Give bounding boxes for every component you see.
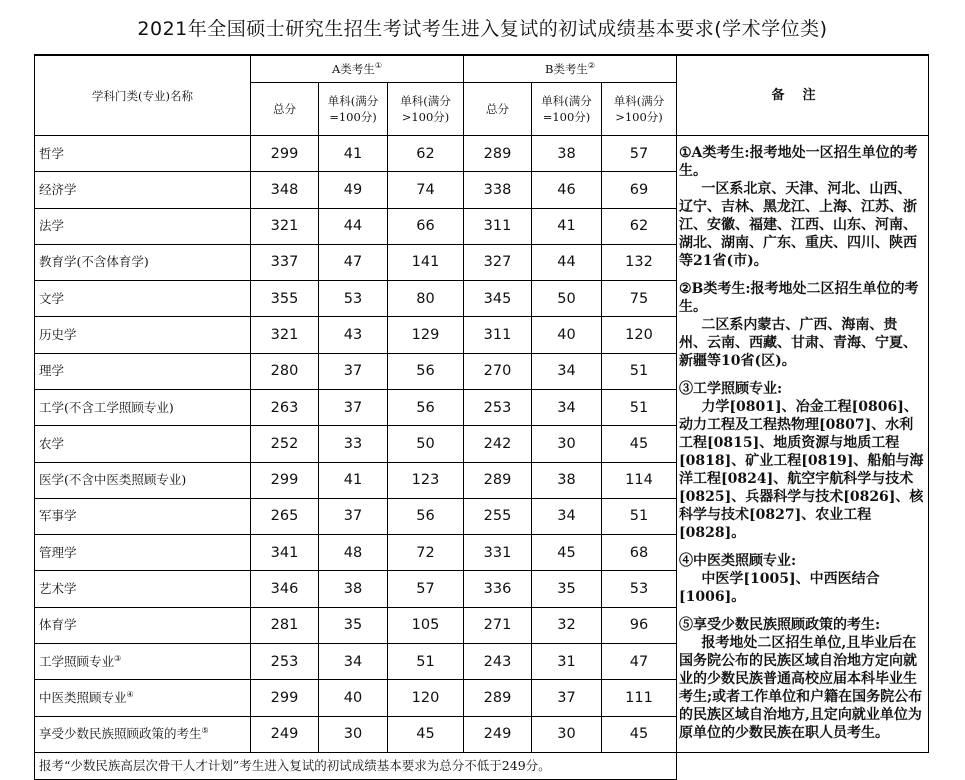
score-b-sover: 53 (602, 571, 677, 607)
note-body: 中医学[1005]、中西医结合[1006]。 (679, 571, 880, 605)
score-a-s100: 40 (319, 680, 388, 716)
score-b-s100: 40 (532, 317, 602, 353)
subject-name: 工学照顾专业③ (35, 643, 251, 679)
score-b-total: 243 (464, 643, 532, 679)
note-head: ①A类考生:报考地处一区招生单位的考生。 (679, 145, 918, 179)
score-a-sover: 123 (388, 462, 464, 498)
notes-panel (677, 136, 929, 753)
score-a-total: 281 (251, 607, 319, 643)
score-a-s100: 37 (319, 498, 388, 534)
score-b-total: 270 (464, 353, 532, 389)
score-a-s100: 35 (319, 607, 388, 643)
note-head: ②B类考生:报考地处二区招生单位的考生。 (679, 281, 919, 315)
score-b-total: 249 (464, 716, 532, 753)
note-body: 报考地处二区招生单位,且毕业后在国务院公布的民族区域自治地方定向就业的少数民族普通高校应届本科毕业生考生;或者工作单位和户籍在国务院公布的民族区域自治地方,且定向就业单位为原单位的少数民族在职人员考生。 (679, 635, 923, 741)
score-a-sover: 56 (388, 353, 464, 389)
score-a-sover: 51 (388, 643, 464, 679)
score-b-sover: 51 (602, 389, 677, 425)
subject-name: 体育学 (35, 607, 251, 643)
score-b-sover: 96 (602, 607, 677, 643)
score-b-sover: 47 (602, 643, 677, 679)
score-b-sover: 75 (602, 281, 677, 317)
score-b-s100: 32 (532, 607, 602, 643)
score-b-s100: 37 (532, 680, 602, 716)
score-b-total: 242 (464, 426, 532, 462)
score-a-total: 321 (251, 208, 319, 244)
a-total-header: 总分 (251, 83, 319, 136)
note-item (679, 552, 924, 606)
score-b-total: 311 (464, 208, 532, 244)
note-item (679, 616, 924, 742)
score-a-s100: 30 (319, 716, 388, 753)
group-b-header: B类考生② (464, 55, 677, 83)
score-b-total: 311 (464, 317, 532, 353)
score-a-s100: 38 (319, 571, 388, 607)
score-b-sover: 69 (602, 172, 677, 208)
score-a-s100: 41 (319, 136, 388, 172)
page-title: 2021年全国硕士研究生招生考试考生进入复试的初试成绩基本要求(学术学位类) (137, 18, 828, 40)
subject-name: 医学(不含中医类照顾专业) (35, 462, 251, 498)
score-b-s100: 34 (532, 389, 602, 425)
score-a-sover: 129 (388, 317, 464, 353)
score-b-total: 336 (464, 571, 532, 607)
score-b-sover: 62 (602, 208, 677, 244)
score-b-total: 289 (464, 136, 532, 172)
score-a-sover: 50 (388, 426, 464, 462)
score-rows (35, 136, 929, 753)
score-b-s100: 30 (532, 716, 602, 753)
score-a-sover: 141 (388, 244, 464, 280)
subject-name: 享受少数民族照顾政策的考生⑤ (35, 716, 251, 753)
score-a-total: 253 (251, 643, 319, 679)
score-b-total: 327 (464, 244, 532, 280)
score-b-total: 289 (464, 680, 532, 716)
note-item (679, 144, 924, 270)
score-a-s100: 37 (319, 389, 388, 425)
score-a-sover: 56 (388, 498, 464, 534)
note-head: ④中医类照顾专业: (679, 553, 797, 569)
score-b-sover: 45 (602, 716, 677, 753)
score-a-s100: 44 (319, 208, 388, 244)
note-body: 二区系内蒙古、广西、海南、贵州、云南、西藏、甘肃、青海、宁夏、新疆等10省(区)。 (679, 317, 917, 369)
score-a-s100: 41 (319, 462, 388, 498)
score-a-s100: 47 (319, 244, 388, 280)
note-head: ⑤享受少数民族照顾政策的考生: (679, 617, 881, 633)
score-a-s100: 53 (319, 281, 388, 317)
score-a-total: 355 (251, 281, 319, 317)
score-b-s100: 35 (532, 571, 602, 607)
score-b-sover: 68 (602, 535, 677, 571)
score-b-total: 253 (464, 389, 532, 425)
score-b-s100: 31 (532, 643, 602, 679)
score-b-s100: 41 (532, 208, 602, 244)
score-b-s100: 38 (532, 136, 602, 172)
score-a-total: 299 (251, 680, 319, 716)
note-body: 一区系北京、天津、河北、山西、辽宁、吉林、黑龙江、上海、江苏、浙江、安徽、福建、江西、山东、河南、湖北、湖南、广东、重庆、四川、陕西等21省(市)。 (679, 181, 917, 269)
score-a-sover: 74 (388, 172, 464, 208)
score-a-total: 299 (251, 136, 319, 172)
score-b-total: 338 (464, 172, 532, 208)
score-b-total: 331 (464, 535, 532, 571)
score-a-sover: 62 (388, 136, 464, 172)
subject-name: 经济学 (35, 172, 251, 208)
notes-header: 备注 (677, 55, 929, 136)
score-b-total: 255 (464, 498, 532, 534)
score-a-sover: 66 (388, 208, 464, 244)
score-table (34, 54, 929, 780)
score-a-total: 299 (251, 462, 319, 498)
subject-column-header: 学科门类(专业)名称 (35, 55, 251, 136)
score-a-s100: 33 (319, 426, 388, 462)
score-b-sover: 132 (602, 244, 677, 280)
score-a-total: 348 (251, 172, 319, 208)
score-b-total: 345 (464, 281, 532, 317)
table-row (35, 136, 929, 172)
score-a-total: 252 (251, 426, 319, 462)
b-single-over-header: 单科(满分 >100分) (602, 83, 677, 136)
score-b-sover: 114 (602, 462, 677, 498)
score-a-s100: 43 (319, 317, 388, 353)
a-single-over-header: 单科(满分 >100分) (388, 83, 464, 136)
score-a-s100: 34 (319, 643, 388, 679)
score-a-total: 263 (251, 389, 319, 425)
score-a-s100: 37 (319, 353, 388, 389)
subject-name: 农学 (35, 426, 251, 462)
score-b-total: 271 (464, 607, 532, 643)
score-b-sover: 51 (602, 353, 677, 389)
score-a-s100: 49 (319, 172, 388, 208)
score-b-sover: 111 (602, 680, 677, 716)
score-b-s100: 50 (532, 281, 602, 317)
score-a-total: 265 (251, 498, 319, 534)
score-b-sover: 57 (602, 136, 677, 172)
subject-name: 历史学 (35, 317, 251, 353)
score-a-total: 321 (251, 317, 319, 353)
score-a-sover: 57 (388, 571, 464, 607)
score-b-s100: 30 (532, 426, 602, 462)
score-a-total: 280 (251, 353, 319, 389)
b-total-header: 总分 (464, 83, 532, 136)
subject-name: 法学 (35, 208, 251, 244)
score-b-s100: 46 (532, 172, 602, 208)
score-a-total: 341 (251, 535, 319, 571)
note-body: 力学[0801]、冶金工程[0806]、动力工程及工程热物理[0807]、水利工程[0815]、地质资源与地质工程[0818]、矿业工程[0819]、船舶与海洋工程[0824]、航空宇航科学与技术[0825]、兵器科学与技术[0826]、核科学与技术[0827]、农业工程[0828]。 (679, 399, 924, 541)
score-b-s100: 34 (532, 498, 602, 534)
score-a-sover: 56 (388, 389, 464, 425)
score-a-total: 249 (251, 716, 319, 753)
score-b-sover: 51 (602, 498, 677, 534)
subject-name: 理学 (35, 353, 251, 389)
score-b-total: 289 (464, 462, 532, 498)
footer-note: 报考“少数民族高层次骨干人才计划”考生进入复试的初试成绩基本要求为总分不低于249分。 (35, 753, 677, 780)
subject-name: 教育学(不含体育学) (35, 244, 251, 280)
note-head: ③工学照顾专业: (679, 381, 783, 397)
subject-name: 哲学 (35, 136, 251, 172)
score-b-sover: 120 (602, 317, 677, 353)
score-a-total: 346 (251, 571, 319, 607)
score-a-sover: 105 (388, 607, 464, 643)
subject-name: 艺术学 (35, 571, 251, 607)
score-b-s100: 34 (532, 353, 602, 389)
score-b-s100: 44 (532, 244, 602, 280)
score-b-s100: 38 (532, 462, 602, 498)
score-b-s100: 45 (532, 535, 602, 571)
score-a-sover: 80 (388, 281, 464, 317)
score-a-sover: 45 (388, 716, 464, 753)
subject-name: 军事学 (35, 498, 251, 534)
a-single-100-header: 单科(满分 =100分) (319, 83, 388, 136)
note-item (679, 280, 924, 370)
subject-name: 中医类照顾专业④ (35, 680, 251, 716)
subject-name: 工学(不含工学照顾专业) (35, 389, 251, 425)
note-item (679, 380, 924, 542)
b-single-100-header: 单科(满分 =100分) (532, 83, 602, 136)
score-a-s100: 48 (319, 535, 388, 571)
score-b-sover: 45 (602, 426, 677, 462)
subject-name: 管理学 (35, 535, 251, 571)
score-a-sover: 120 (388, 680, 464, 716)
score-a-sover: 72 (388, 535, 464, 571)
group-a-header: A类考生① (251, 55, 464, 83)
score-a-total: 337 (251, 244, 319, 280)
subject-name: 文学 (35, 281, 251, 317)
